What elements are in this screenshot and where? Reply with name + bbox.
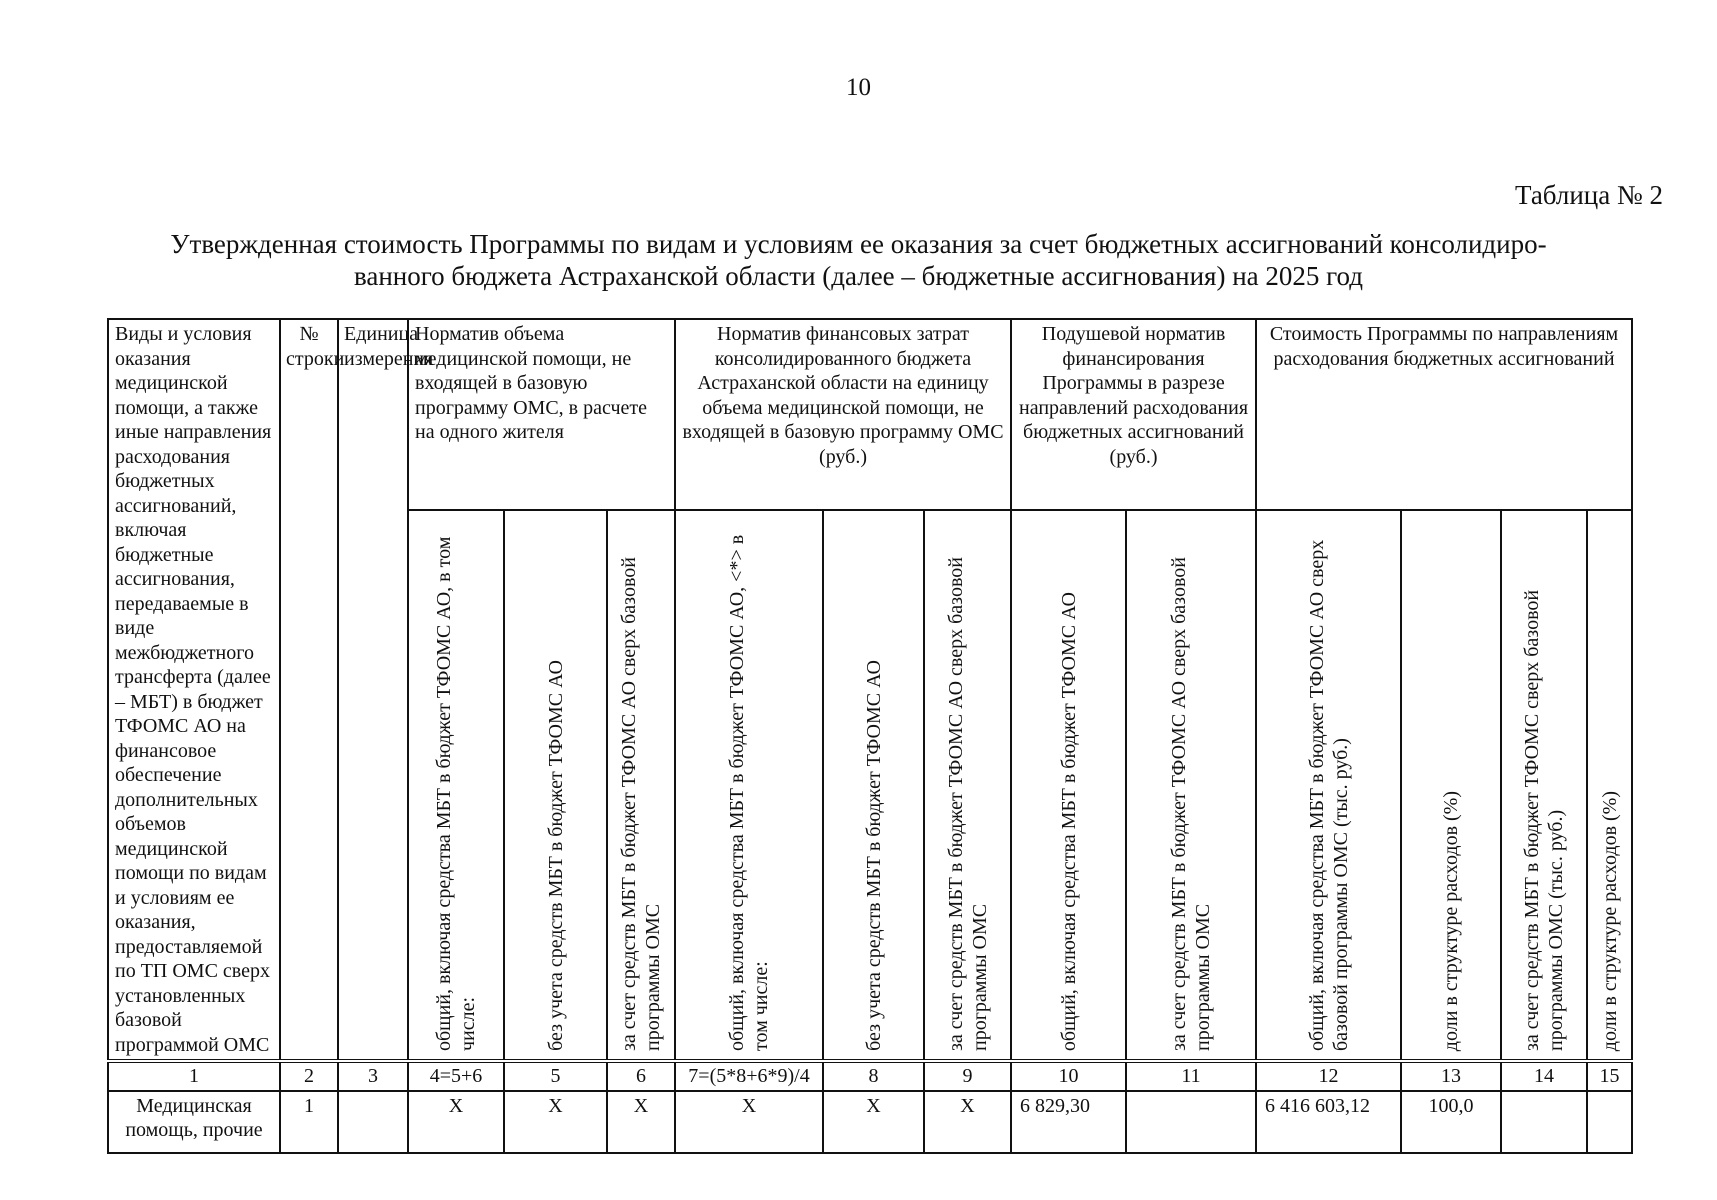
col-number: 13 xyxy=(1401,1061,1501,1091)
title-line-2: ванного бюджета Астраханской области (далее – бюджетные ассигнования) на 2025 год xyxy=(353,261,1363,291)
col-number: 15 xyxy=(1587,1061,1632,1091)
cell-c4: X xyxy=(408,1091,504,1153)
cell-c15 xyxy=(1587,1091,1632,1153)
subheader-7: общий, включая средства МБТ в бюджет ТФОМС АО, <*> в том числе: xyxy=(675,510,823,1061)
cell-c10: 6 829,30 xyxy=(1011,1091,1126,1153)
col-number: 3 xyxy=(338,1061,408,1091)
subheader-4: общий, включая средства МБТ в бюджет ТФОМС АО, в том числе: xyxy=(408,510,504,1061)
subheader-12: общий, включая средства МБТ в бюджет ТФОМС АО сверх базовой программы ОМС (тыс. руб.) xyxy=(1256,510,1401,1061)
col-number: 2 xyxy=(280,1061,338,1091)
col-number: 10 xyxy=(1011,1061,1126,1091)
cell-c7: X xyxy=(675,1091,823,1153)
cell-c11 xyxy=(1126,1091,1256,1153)
cell-unit xyxy=(338,1091,408,1153)
subheader-10: общий, включая средства МБТ в бюджет ТФОМС АО xyxy=(1011,510,1126,1061)
col-number: 11 xyxy=(1126,1061,1256,1091)
header-kinds-of-care: Виды и условия оказания медицинской помощи, а также иные направления расходования бюджетных ассигнований, включая бюджетные ассигнования, передаваемые в виде межбюджетного трансферта (далее – МБТ) в бюджет ТФОМС АО на финансовое обеспечение дополнительных объемов медицинской помощи по видам и условиям ее оказания, предоставляемой по ТП ОМС сверх установленных базовой программой ОМС xyxy=(108,319,280,1061)
subheader-11: за счет средств МБТ в бюджет ТФОМС АО сверх базовой программы ОМС xyxy=(1126,510,1256,1061)
col-number: 9 xyxy=(924,1061,1011,1091)
title-line-1: Утвержденная стоимость Программы по видам и условиям ее оказания за счет бюджетных ассигнований консолидиро- xyxy=(170,229,1547,259)
header-row-number: № строки xyxy=(280,319,338,1061)
budget-table xyxy=(107,318,1633,1154)
cell-c6: X xyxy=(607,1091,675,1153)
col-number: 12 xyxy=(1256,1061,1401,1091)
subheader-8: без учета средств МБТ в бюджет ТФОМС АО xyxy=(823,510,924,1061)
header-row-1 xyxy=(108,319,1632,510)
subheader-9: за счет средств МБТ в бюджет ТФОМС АО сверх базовой программы ОМС xyxy=(924,510,1011,1061)
col-number: 14 xyxy=(1501,1061,1587,1091)
subheader-6: за счет средств МБТ в бюджет ТФОМС АО сверх базовой программы ОМС xyxy=(607,510,675,1061)
col-number: 8 xyxy=(823,1061,924,1091)
subheader-13: доли в структуре расходов (%) xyxy=(1401,510,1501,1061)
page-number: 10 xyxy=(846,74,871,101)
col-number: 5 xyxy=(504,1061,607,1091)
header-unit: Единица измерения xyxy=(338,319,408,1061)
cell-c9: X xyxy=(924,1091,1011,1153)
header-per-capita-norm: Подушевой норматив финансирования Программы в разрезе направлений расходования бюджетных ассигнований (руб.) xyxy=(1011,319,1256,510)
cell-c13: 100,0 xyxy=(1401,1091,1501,1153)
cell-c5: X xyxy=(504,1091,607,1153)
col-number: 6 xyxy=(607,1061,675,1091)
subheader-14: за счет средств МБТ в бюджет ТФОМС сверх базовой программы ОМС (тыс. руб.) xyxy=(1501,510,1587,1061)
col-number: 4=5+6 xyxy=(408,1061,504,1091)
cell-c14 xyxy=(1501,1091,1587,1153)
column-numbering-row xyxy=(108,1061,1632,1091)
header-cost-norm: Норматив финансовых затрат консолидированного бюджета Астраханской области на единицу объема медицинской помощи, не входящей в базовую программу ОМС (руб.) xyxy=(675,319,1011,510)
table-row xyxy=(108,1091,1632,1153)
cell-care-type: Медицинская помощь, прочие xyxy=(108,1091,280,1153)
header-program-cost: Стоимость Программы по направлениям расходования бюджетных ассигнований xyxy=(1256,319,1632,510)
document-title xyxy=(100,228,1617,292)
cell-c8: X xyxy=(823,1091,924,1153)
cell-c12: 6 416 603,12 xyxy=(1256,1091,1401,1153)
col-number: 1 xyxy=(108,1061,280,1091)
header-volume-norm: Норматив объема медицинской помощи, не входящей в базовую программу ОМС, в расчете на одного жителя xyxy=(408,319,675,510)
subheader-15: доли в структуре расходов (%) xyxy=(1587,510,1632,1061)
col-number: 7=(5*8+6*9)/4 xyxy=(675,1061,823,1091)
subheader-5: без учета средств МБТ в бюджет ТФОМС АО xyxy=(504,510,607,1061)
cell-row-number: 1 xyxy=(280,1091,338,1153)
table-label: Таблица № 2 xyxy=(1515,180,1663,210)
